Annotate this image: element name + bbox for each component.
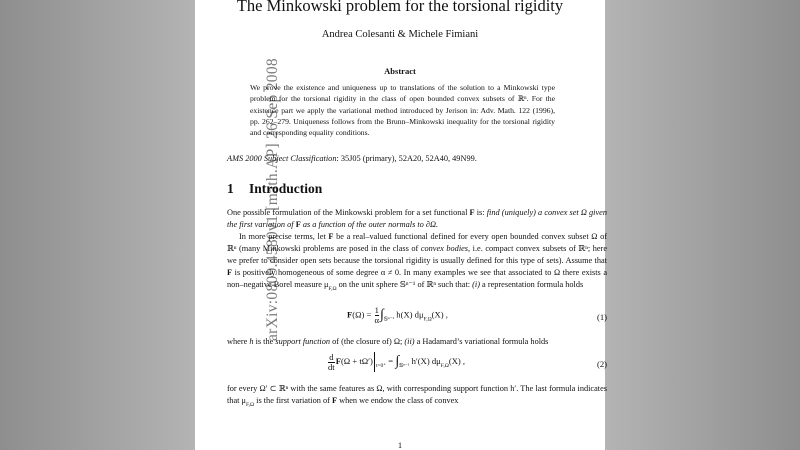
ams-codes: : 35J05 (primary), 52A20, 52A40, 49N99. — [336, 154, 477, 163]
p2-text-b: be a real–valued functional defined for every open bounded convex subset Ω of ℝⁿ (many Minkowski problems are posed in the class of — [227, 232, 607, 253]
p2-text-c: convex bodies — [420, 243, 469, 253]
paragraph-3 — [227, 336, 607, 348]
integral-sign: ∫ — [380, 307, 384, 323]
ams-label: AMS 2000 Subject Classification — [227, 154, 337, 163]
p3-text-c: support function — [275, 337, 331, 346]
p4-text-a: for every Ω′ ⊂ ℝⁿ with the same features as Ω, with corresponding support function h′. The last formula indicates that μ — [227, 384, 607, 405]
equation-1-expression — [347, 306, 448, 325]
p3-text-e: (ii) — [404, 337, 415, 346]
p3-text-h: h — [249, 337, 254, 346]
ams-classification — [227, 154, 477, 163]
equation-1-label: (1) — [596, 312, 607, 322]
eq2-num: d — [329, 351, 334, 362]
p3-text-f: a Hadamard’s variational formula holds — [414, 337, 549, 346]
eq1-rhs-end: (X) , — [431, 309, 448, 320]
eq1-fraction — [375, 306, 380, 325]
eq2-measure-sub: F,Ω — [440, 362, 449, 369]
paragraph-1 — [227, 207, 607, 231]
p4-measure-sub: F,Ω — [245, 401, 255, 408]
background-right — [605, 0, 800, 450]
p2-text-e: is positively homogeneous of some degree α ≠ 0. In many examples we see that associated to Ω there exists a non–negative Borel measure μ — [227, 267, 607, 289]
eq1-num: 1 — [374, 305, 379, 315]
paper-title: The Minkowski problem for the torsional rigidity — [236, 0, 564, 15]
eq1-lhs: (Ω) = — [352, 309, 374, 320]
equation-2 — [227, 352, 607, 382]
p2-functional-f-2: F — [227, 267, 233, 277]
eq2-rhs: h′(X) dμ — [409, 355, 441, 366]
eq2-eval: t=0⁺ — [375, 362, 387, 369]
arxiv-stamp: arXiv:0809.4580v1 [math.AP] 26 Sep 2008 — [264, 58, 281, 341]
p3-text-a: where — [227, 337, 250, 346]
p1-functional-f-2: F — [295, 219, 301, 229]
equation-2-expression — [327, 352, 465, 372]
page-number: 1 — [397, 440, 403, 450]
p1-text-b: is: — [474, 208, 487, 217]
integral-sign-2: ∫ — [395, 354, 400, 369]
paragraph-2 — [227, 231, 607, 296]
equation-1 — [227, 306, 607, 332]
paper-authors: Andrea Colesanti & Michele Fimiani — [321, 29, 479, 40]
p2-text-a: In more precise terms, let — [239, 232, 329, 241]
p2-text-g: (i) — [472, 279, 480, 289]
p2-measure-sub: F,Ω — [328, 285, 337, 292]
eq2-lhs: (Ω + tΩ′) — [340, 355, 373, 366]
p3-text-d: of (the closure of) Ω; — [330, 337, 405, 346]
p1-text-d: as a function of the outer normals to ∂Ω. — [300, 219, 439, 229]
section-title: Introduction — [249, 181, 323, 196]
paragraph-4 — [227, 383, 607, 412]
eq1-domain: 𝕊ⁿ⁻¹ — [383, 316, 395, 323]
evaluation-bar — [374, 352, 375, 372]
p4-functional-f: F — [331, 395, 338, 405]
p1-text-c: find (uniquely) a convex set Ω given the first variation of — [227, 208, 607, 229]
section-heading — [227, 181, 322, 197]
p4-text-c: when we endow the class of convex — [337, 395, 459, 405]
paper-page — [195, 0, 608, 450]
equation-2-label: (2) — [596, 359, 607, 369]
p1-functional-f: F — [469, 208, 475, 217]
eq1-measure-sub: F,Ω — [423, 316, 432, 323]
background-left — [0, 0, 195, 450]
eq2-rhs-end: (X) , — [448, 355, 466, 366]
p2-functional-f: F — [328, 232, 334, 241]
abstract-text: We prove the existence and uniqueness up to translations of the solution to a Minkowski type problem for the torsional rigidity in the class of open bounded convex subsets of ℝⁿ. For the existence part we apply the variational method introduced by Jerison in: Adv. Math. 122 (1996), pp. 262–279. Uniqueness follows from the Brunn–Minkowski inequality for the torsional rigidity and corresponding equality conditions. — [250, 83, 555, 138]
eq1-functional-f: F — [347, 309, 353, 320]
eq2-equals: = — [386, 355, 396, 366]
p2-text-h: a representation formula holds — [479, 279, 584, 289]
eq1-rhs: h(X) dμ — [394, 309, 424, 320]
p3-text-b: is the — [253, 337, 276, 346]
p1-text-a: One possible formulation of the Minkowski problem for a set functional — [227, 208, 470, 217]
p2-text-d: , i.e. compact convex subsets of ℝⁿ; here we prefer to consider open sets because the torsional rigidity is usually defined for this type of sets). Assume that — [227, 243, 608, 265]
p2-text-f: on the unit sphere 𝕊ⁿ⁻¹ of ℝⁿ such that: — [336, 279, 473, 289]
eq1-den: α — [374, 315, 380, 325]
p4-text-b: is the first variation of — [254, 395, 332, 405]
section-number: 1 — [227, 181, 234, 196]
eq2-domain: 𝕊ⁿ⁻¹ — [399, 362, 410, 369]
abstract-heading: Abstract — [384, 66, 416, 76]
eq2-derivative — [328, 353, 335, 372]
eq2-functional-f: F — [335, 355, 341, 366]
eq2-den: dt — [328, 361, 335, 372]
